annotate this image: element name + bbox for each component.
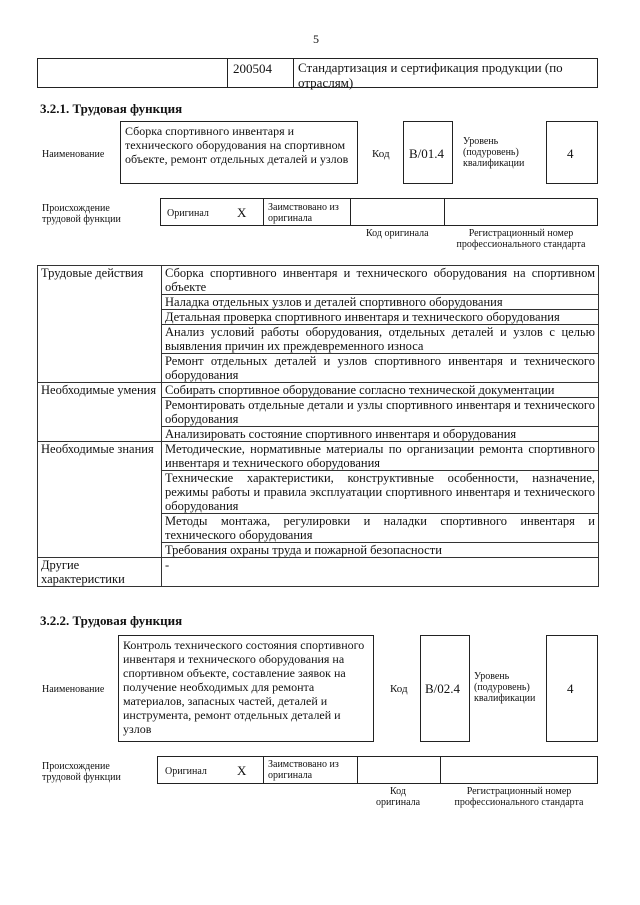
knowledge-label: Необходимые знания xyxy=(38,442,162,558)
action-item: Наладка отдельных узлов и деталей спортивного оборудования xyxy=(162,295,599,310)
other-value: - xyxy=(162,558,599,587)
skill-item: Ремонтировать отдельные детали и узлы спортивного инвентаря и технического оборудования xyxy=(162,398,599,427)
function2-level: 4 xyxy=(567,681,574,696)
actions-label: Трудовые действия xyxy=(38,266,162,383)
function2-heading: 3.2.2. Трудовая функция xyxy=(40,613,183,628)
function2-level-label: Уровень (подуровень) квалификации xyxy=(474,671,536,704)
function1-heading: 3.2.1. Трудовая функция xyxy=(40,101,183,116)
function1-code-original-label: Код оригинала xyxy=(366,228,429,239)
function1-origin-box xyxy=(160,198,598,226)
action-item: Ремонт отдельных деталей и узлов спортивного инвентаря и технического оборудования xyxy=(162,354,599,383)
action-item: Детальная проверка спортивного инвентаря и технического оборудования xyxy=(162,310,599,325)
function1-borrowed-label: Заимствовано из оригинала xyxy=(268,202,339,224)
action-item: Анализ условий работы оборудования, отдельных деталей и узлов с целью выявления причин их преждевременного износа xyxy=(162,325,599,354)
function2-origin-label: Происхождение трудовой функции xyxy=(42,761,121,783)
function1-reg-number-label: Регистрационный номер профессионального стандарта xyxy=(456,228,586,250)
knowledge-item: Технические характеристики, конструктивные особенности, назначение, режимы работы и правила эксплуатации спортивного инвентаря и технического оборудования xyxy=(162,471,599,514)
function2-code: B/02.4 xyxy=(425,681,461,696)
skill-item: Собирать спортивное оборудование согласно технической документации xyxy=(162,383,599,398)
function2-original-mark: X xyxy=(237,763,247,778)
other-label: Другие характеристики xyxy=(38,558,162,587)
top-row-title: Стандартизация и сертификация продукции (по отраслям) xyxy=(298,60,563,90)
page-number: 5 xyxy=(313,32,319,46)
action-item: Сборка спортивного инвентаря и технического оборудования на спортивном объекте xyxy=(162,266,599,295)
function2-reg-number-label: Регистрационный номер профессионального стандарта xyxy=(454,786,584,808)
function1-name: Сборка спортивного инвентаря и технического оборудования на спортивном объекте, ремонт отдельных деталей и узлов xyxy=(125,124,349,166)
function2-borrowed-label: Заимствовано из оригинала xyxy=(268,759,339,781)
function2-name: Контроль технического состояния спортивного инвентаря и технического оборудования на спортивном объекте, составление заявок на получение необходимых для ремонта материалов, запасных частей, деталей и инструмента, ремонт отдельных деталей и узлов xyxy=(123,638,365,736)
function2-code-label: Код xyxy=(390,683,408,695)
skill-item: Анализировать состояние спортивного инвентаря и оборудования xyxy=(162,427,599,442)
function1-code-label: Код xyxy=(372,148,390,160)
skills-label: Необходимые умения xyxy=(38,383,162,442)
details-table xyxy=(37,265,599,587)
knowledge-item: Требования охраны труда и пожарной безопасности xyxy=(162,543,599,558)
knowledge-item: Методы монтажа, регулировки и наладки спортивного инвентаря и технического оборудования xyxy=(162,514,599,543)
knowledge-item: Методические, нормативные материалы по организации ремонта спортивного инвентаря и технического оборудования xyxy=(162,442,599,471)
function2-origin-box xyxy=(157,756,598,784)
function2-name-label: Наименование xyxy=(42,684,105,695)
function2-original-label: Оригинал xyxy=(165,766,207,777)
function1-name-label: Наименование xyxy=(42,149,105,160)
function1-level: 4 xyxy=(567,146,574,161)
function1-origin-label: Происхождение трудовой функции xyxy=(42,203,121,225)
function1-code: B/01.4 xyxy=(409,146,445,161)
function1-original-label: Оригинал xyxy=(167,208,209,219)
function1-level-label: Уровень (подуровень) квалификации xyxy=(463,136,525,169)
top-row-code: 200504 xyxy=(233,61,272,76)
function2-code-original-label: Код оригинала xyxy=(375,786,421,808)
function1-original-mark: X xyxy=(237,205,247,220)
